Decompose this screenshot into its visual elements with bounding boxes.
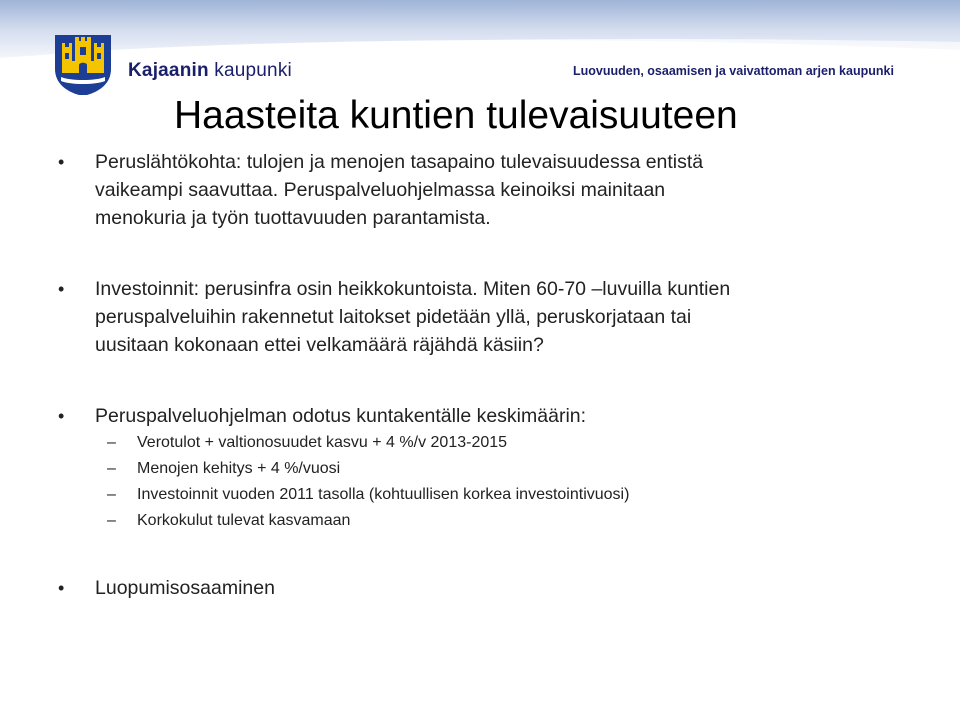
bullet-dot-icon: • (58, 152, 65, 172)
sub-item-text: Menojen kehitys + 4 %/vuosi (137, 460, 341, 477)
brand-name-part1: Kajaanin (128, 60, 209, 81)
dash-icon: – (107, 486, 116, 503)
bullet-line: peruspalveluihin rakennetut laitokset pidetään yllä, peruskorjataan tai (95, 306, 692, 328)
bullet-dot-icon: • (58, 279, 65, 299)
tagline: Luovuuden, osaamisen ja vaivattoman arjen kaupunki (573, 64, 894, 78)
brand-name-part2: kaupunki (214, 60, 292, 81)
bullet-line: Investoinnit: perusinfra osin heikkokuntoista. Miten 60-70 –luvuilla kuntien (95, 278, 731, 300)
bullet-dot-icon: • (58, 406, 65, 426)
dash-icon: – (107, 512, 116, 529)
slide-title: Haasteita kuntien tulevaisuuteen (174, 94, 738, 137)
bullet-text (95, 148, 895, 232)
bullet-line: vaikeampi saavuttaa. Peruspalveluohjelmassa keinoiksi mainitaan (95, 179, 666, 201)
bullet-text (95, 275, 895, 359)
sub-item-text: Korkokulut tulevat kasvamaan (137, 512, 351, 529)
sub-item-text: Investoinnit vuoden 2011 tasolla (kohtuullisen korkea investointivuosi) (137, 486, 630, 503)
bullet-text (95, 574, 895, 602)
sub-item-text: Verotulot + valtionosuudet kasvu + 4 %/v 2013-2015 (137, 434, 508, 451)
dash-icon: – (107, 460, 116, 477)
bullet-line: uusitaan kokonaan ettei velkamäärä räjähdä käsiin? (95, 334, 544, 356)
bullet-line: menokuria ja työn tuottavuuden parantamista. (95, 207, 491, 229)
bullet-text (95, 402, 895, 430)
dash-icon: – (107, 434, 116, 451)
bullet-dot-icon: • (58, 578, 65, 598)
bullet-line: Peruspalveluohjelman odotus kuntakentälle keskimäärin: (95, 405, 587, 427)
bullet-line: Peruslähtökohta: tulojen ja menojen tasapaino tulevaisuudessa entistä (95, 151, 704, 173)
bullet-line: Luopumisosaaminen (95, 577, 275, 599)
